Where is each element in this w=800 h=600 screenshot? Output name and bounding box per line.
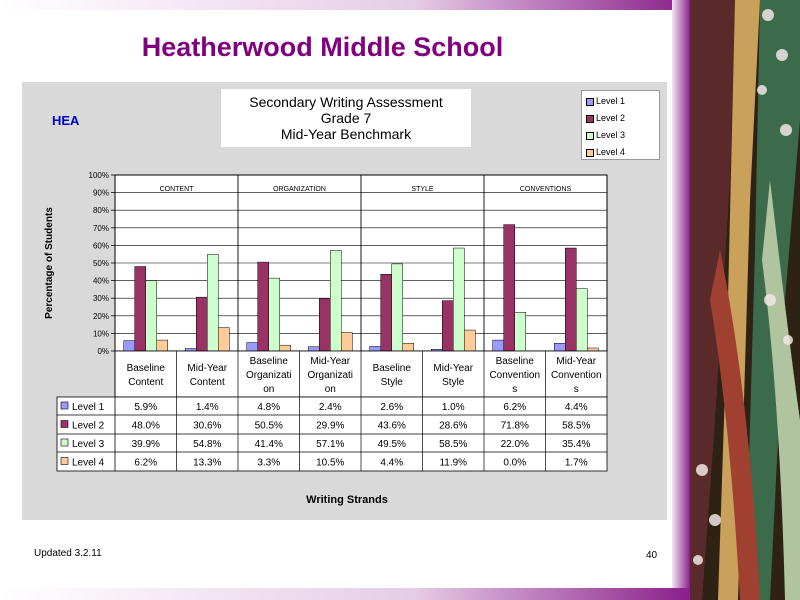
category-label: Content [128,377,164,388]
bar [218,328,229,351]
table-value: 11.9% [439,457,468,469]
table-value: 43.6% [377,420,406,432]
table-value: 28.6% [439,420,468,432]
bar [341,333,352,351]
bar [442,301,453,351]
table-series-label: Level 2 [72,420,105,432]
category-label: Convention [489,370,541,381]
strand-label: ORGANIZATION [273,186,326,193]
strand-label: STYLE [411,186,434,193]
bar [565,248,576,351]
category-label: Convention [550,370,602,381]
table-value: 1.0% [441,402,465,413]
table-value: 2.4% [318,402,342,413]
table-series-label: Level 4 [72,457,105,469]
category-label: Mid-Year [310,356,351,367]
decorative-floral-artwork [690,0,800,600]
legend-label: Level 1 [596,96,626,106]
table-value: 0.0% [503,457,527,469]
table-value: 50.5% [254,420,283,432]
category-label: Content [189,377,225,388]
strand-label: CONVENTIONS [519,186,572,193]
table-value: 13.3% [193,457,222,469]
table-legend-key [61,458,68,465]
table-value: 58.5% [562,420,591,432]
table-legend-key [61,439,68,446]
chart-title-line: Mid-Year Benchmark [280,126,412,142]
bar [196,297,207,351]
page-number: 40 [646,550,658,561]
table-value: 4.4% [564,402,588,413]
table-value: 10.5% [316,457,345,469]
bar [207,255,218,351]
category-label: s [512,384,518,395]
table-value: 6.2% [134,457,158,469]
y-tick-label: 50% [92,259,109,268]
y-tick-label: 0% [97,347,109,356]
table-value: 1.7% [564,457,588,469]
y-tick-label: 100% [88,171,109,180]
table-value: 49.5% [377,439,406,450]
category-label: Mid-Year [556,356,597,367]
y-tick-label: 30% [92,294,109,304]
bar [247,343,258,351]
category-label: on [324,384,336,395]
category-label: on [263,384,275,395]
bar [258,262,269,351]
table-value: 48.0% [131,420,160,432]
bar [587,348,598,351]
table-series-label: Level 1 [72,402,105,413]
table-value: 4.4% [380,457,404,469]
y-tick-label: 80% [92,206,109,216]
table-value: 5.9% [134,402,158,413]
table-value: 22.0% [500,439,529,450]
category-label: Style [442,377,465,388]
x-axis-title: Writing Strands [306,494,388,506]
category-label: Baseline [372,363,411,374]
y-tick-label: 70% [92,223,109,233]
table-legend-key [61,421,68,428]
school-code-label: HEA [52,113,80,128]
category-label: Mid-Year [433,363,474,374]
bar [135,267,146,351]
bar [504,225,515,351]
table-series-label: Level 3 [72,439,105,450]
table-value: 2.6% [380,402,404,413]
legend-label: Level 4 [596,147,626,157]
y-tick-label: 60% [92,241,109,251]
bar [308,347,319,351]
decorative-art-panel [690,0,800,600]
updated-date-footer: Updated 3.2.11 [34,548,102,559]
y-tick-label: 90% [92,188,109,198]
bar [124,341,135,351]
bar [464,330,475,351]
bar [330,251,341,351]
bar [146,281,157,351]
bar [515,312,526,351]
category-label: Baseline [126,363,165,374]
category-label: Organizati [307,370,354,381]
category-label: s [573,384,579,395]
category-label: Mid-Year [187,363,228,374]
table-value: 58.5% [439,439,468,450]
bar [392,264,403,351]
strand-label: CONTENT [159,186,194,193]
category-label: Baseline [249,356,288,367]
table-value: 35.4% [562,439,591,450]
slide-title: Heatherwood Middle School [141,32,504,62]
table-value: 30.6% [193,420,222,432]
legend-label: Level 2 [596,113,626,123]
bar [576,289,587,351]
chart-title-line: Secondary Writing Assessment [249,94,443,110]
y-tick-label: 10% [92,329,109,339]
y-tick-label: 20% [92,311,109,321]
table-value: 29.9% [316,420,345,432]
category-label: Organizati [245,370,292,381]
table-value: 4.8% [257,402,281,413]
table-value: 3.3% [257,457,281,469]
bar [280,345,291,351]
bar [403,343,414,351]
y-axis-title: Percentage of Students [44,207,55,319]
table-value: 1.4% [195,402,219,413]
table-legend-key [61,402,68,409]
bar [157,340,168,351]
bar [319,298,330,351]
chart-title-line: Grade 7 [320,110,372,126]
table-value: 71.8% [500,420,529,432]
table-value: 6.2% [503,402,527,413]
bar [370,346,381,351]
bar [493,340,504,351]
table-value: 41.4% [254,439,283,450]
bar [453,248,464,351]
bar [269,278,280,351]
bar [381,274,392,351]
table-value: 57.1% [316,439,345,450]
table-value: 39.9% [131,439,160,450]
category-label: Style [380,377,403,388]
y-tick-label: 40% [92,276,109,286]
table-value: 54.8% [193,439,222,450]
bar [554,343,565,351]
category-label: Baseline [495,356,534,367]
legend-label: Level 3 [596,130,626,140]
